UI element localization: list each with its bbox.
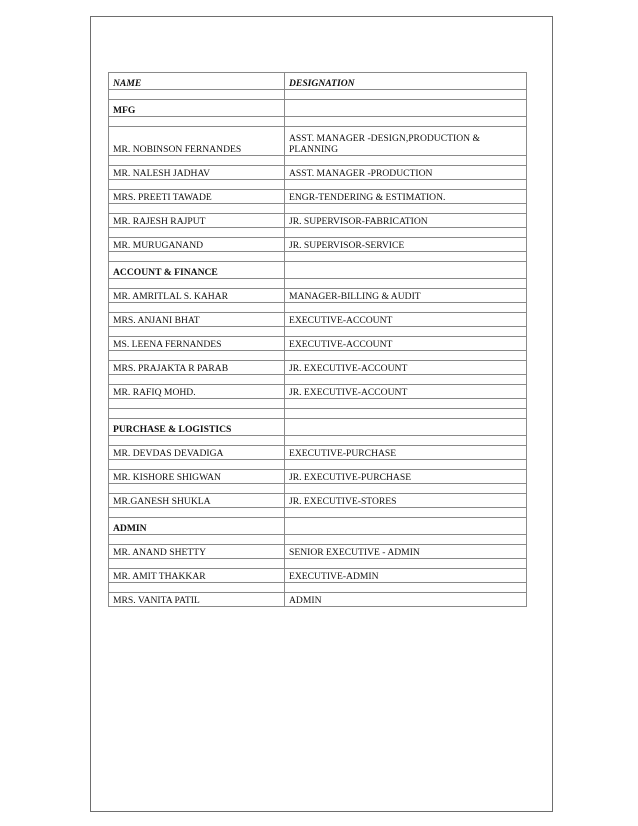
- employee-designation: ADMIN: [285, 593, 527, 607]
- table-row: [109, 494, 527, 508]
- spacer-row: [109, 484, 527, 494]
- employee-designation: EXECUTIVE-PURCHASE: [285, 446, 527, 460]
- section-title: MFG: [109, 100, 285, 117]
- table-header-row: [109, 73, 527, 90]
- table-row: [109, 166, 527, 180]
- employee-name: MR. ANAND SHETTY: [109, 545, 285, 559]
- table-row: [109, 313, 527, 327]
- employee-designation: JR. SUPERVISOR-FABRICATION: [285, 214, 527, 228]
- employee-designation: ASST. MANAGER -DESIGN,PRODUCTION & PLANNING: [285, 127, 527, 156]
- employee-name: MR.GANESH SHUKLA: [109, 494, 285, 508]
- table-row: [109, 127, 527, 156]
- table-row: [109, 593, 527, 607]
- employee-designation: ASST. MANAGER -PRODUCTION: [285, 166, 527, 180]
- table-row: [109, 545, 527, 559]
- spacer-row: [109, 156, 527, 166]
- section-row: [109, 100, 527, 117]
- employee-designation: JR. EXECUTIVE-PURCHASE: [285, 470, 527, 484]
- section-row: [109, 419, 527, 436]
- employee-designation: EXECUTIVE-ACCOUNT: [285, 313, 527, 327]
- section-title: ACCOUNT & FINANCE: [109, 262, 285, 279]
- employee-name: MRS. VANITA PATIL: [109, 593, 285, 607]
- spacer-row: [109, 559, 527, 569]
- table-row: [109, 446, 527, 460]
- spacer-row: [109, 375, 527, 385]
- employee-name: MR. KISHORE SHIGWAN: [109, 470, 285, 484]
- spacer-row: [109, 117, 527, 127]
- employee-name: MS. LEENA FERNANDES: [109, 337, 285, 351]
- employee-designation: MANAGER-BILLING & AUDIT: [285, 289, 527, 303]
- employee-designation: JR. EXECUTIVE-ACCOUNT: [285, 361, 527, 375]
- header-designation: DESIGNATION: [285, 73, 527, 90]
- table-row: [109, 289, 527, 303]
- employee-name: MR. RAFIQ MOHD.: [109, 385, 285, 399]
- spacer-row: [109, 409, 527, 419]
- spacer-row: [109, 535, 527, 545]
- table-row: [109, 361, 527, 375]
- employee-name: MRS. PREETI TAWADE: [109, 190, 285, 204]
- employee-name: MR. MURUGANAND: [109, 238, 285, 252]
- spacer-row: [109, 252, 527, 262]
- spacer-row: [109, 460, 527, 470]
- table-row: [109, 214, 527, 228]
- section-title: PURCHASE & LOGISTICS: [109, 419, 285, 436]
- spacer-row: [109, 279, 527, 289]
- spacer-row: [109, 508, 527, 518]
- table-row: [109, 385, 527, 399]
- header-name: NAME: [109, 73, 285, 90]
- employee-designation: SENIOR EXECUTIVE - ADMIN: [285, 545, 527, 559]
- employee-designation: JR. EXECUTIVE-ACCOUNT: [285, 385, 527, 399]
- table-row: [109, 190, 527, 204]
- employee-name: MRS. ANJANI BHAT: [109, 313, 285, 327]
- spacer-row: [109, 351, 527, 361]
- employee-name: MR. RAJESH RAJPUT: [109, 214, 285, 228]
- employee-name: MR. AMIT THAKKAR: [109, 569, 285, 583]
- table-row: [109, 238, 527, 252]
- employee-designation: EXECUTIVE-ACCOUNT: [285, 337, 527, 351]
- employee-name: MR. DEVDAS DEVADIGA: [109, 446, 285, 460]
- employee-designation: ENGR-TENDERING & ESTIMATION.: [285, 190, 527, 204]
- section-row: [109, 518, 527, 535]
- spacer-row: [109, 583, 527, 593]
- staff-table: [108, 72, 527, 607]
- spacer-row: [109, 436, 527, 446]
- spacer-row: [109, 204, 527, 214]
- table-row: [109, 569, 527, 583]
- spacer-row: [109, 327, 527, 337]
- employee-designation: JR. EXECUTIVE-STORES: [285, 494, 527, 508]
- employee-designation: JR. SUPERVISOR-SERVICE: [285, 238, 527, 252]
- table-row: [109, 337, 527, 351]
- table-row: [109, 470, 527, 484]
- spacer-row: [109, 303, 527, 313]
- employee-designation: EXECUTIVE-ADMIN: [285, 569, 527, 583]
- spacer-row: [109, 90, 527, 100]
- spacer-row: [109, 228, 527, 238]
- employee-name: MR. AMRITLAL S. KAHAR: [109, 289, 285, 303]
- section-row: [109, 262, 527, 279]
- employee-name: MR. NALESH JADHAV: [109, 166, 285, 180]
- spacer-row: [109, 180, 527, 190]
- section-title: ADMIN: [109, 518, 285, 535]
- spacer-row: [109, 399, 527, 409]
- employee-name: MRS. PRAJAKTA R PARAB: [109, 361, 285, 375]
- employee-name: MR. NOBINSON FERNANDES: [109, 127, 285, 156]
